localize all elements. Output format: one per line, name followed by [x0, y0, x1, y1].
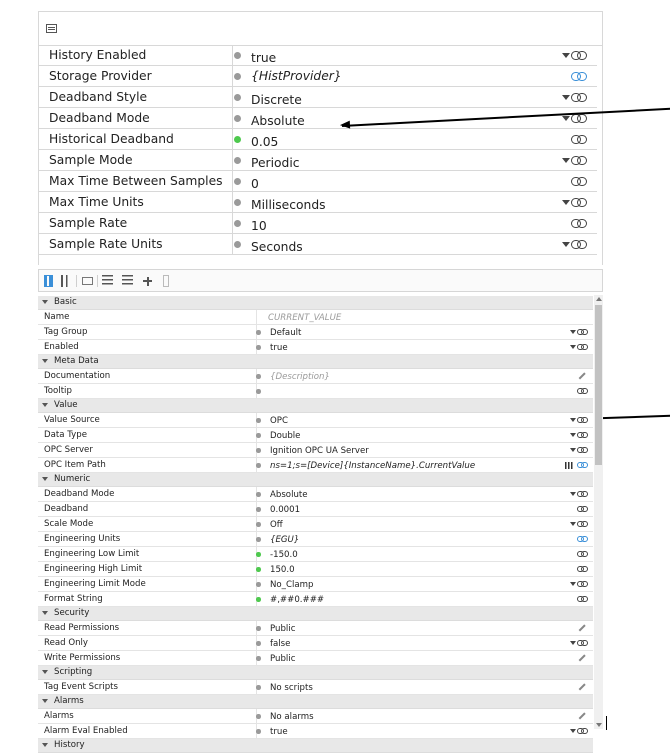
- property-label: Sample Mode: [39, 150, 233, 170]
- binding-status-dot: [256, 433, 261, 438]
- row-actions: [578, 624, 588, 632]
- tag-property-deadband[interactable]: [38, 502, 593, 517]
- row-actions: [570, 639, 588, 647]
- row-actions: [578, 372, 588, 380]
- category-header-history[interactable]: History: [38, 739, 593, 753]
- binding-link-icon[interactable]: [577, 344, 588, 350]
- property-value[interactable]: 10: [251, 219, 267, 233]
- binding-status-dot: [256, 656, 261, 661]
- property-value[interactable]: #,##0.###: [270, 595, 325, 605]
- property-label: Data Type: [38, 428, 257, 442]
- property-value[interactable]: 150.0: [270, 565, 295, 575]
- property-value[interactable]: Ignition OPC UA Server: [270, 446, 369, 456]
- category-header-scripting[interactable]: Scripting: [38, 666, 593, 680]
- toolbar-separator: [97, 275, 98, 287]
- dropdown-caret-icon[interactable]: [570, 492, 576, 496]
- row-actions: [565, 461, 588, 469]
- text-cursor: [606, 716, 607, 730]
- property-value[interactable]: Default: [270, 328, 302, 338]
- history-properties-panel: [38, 11, 603, 265]
- tag-editor-toolbar: [38, 269, 603, 292]
- category-header-security[interactable]: Security: [38, 607, 593, 621]
- tag-property-opc-item-path[interactable]: [38, 458, 593, 473]
- property-label: Engineering Limit Mode: [38, 577, 257, 591]
- property-label: History Enabled: [39, 45, 233, 65]
- tag-property-value-source[interactable]: [38, 413, 593, 428]
- property-value[interactable]: Discrete: [251, 93, 302, 107]
- binding-status-dot: [256, 582, 261, 587]
- binding-status-dot: [234, 73, 241, 80]
- binding-status-dot: [234, 136, 241, 143]
- binding-link-icon[interactable]: [577, 640, 588, 646]
- binding-link-icon[interactable]: [571, 114, 587, 123]
- edit-pencil-icon[interactable]: [579, 373, 586, 380]
- property-value[interactable]: Absolute: [270, 490, 308, 500]
- property-value[interactable]: Milliseconds: [251, 198, 326, 212]
- binding-status-dot: [256, 641, 261, 646]
- property-value[interactable]: Periodic: [251, 156, 300, 170]
- category-header-numeric[interactable]: Numeric: [38, 473, 593, 487]
- property-row-sample-mode[interactable]: [39, 150, 597, 171]
- scrollbar-thumb[interactable]: [595, 305, 602, 465]
- dropdown-caret-icon[interactable]: [570, 729, 576, 733]
- tag-property-read-permissions[interactable]: [38, 621, 593, 636]
- edit-pencil-icon[interactable]: [579, 625, 586, 632]
- categorized-view-icon[interactable]: [44, 275, 53, 287]
- binding-status-dot: [234, 199, 241, 206]
- tag-property-tag-event-scripts[interactable]: [38, 680, 593, 695]
- property-label: Deadband Mode: [39, 108, 233, 128]
- tag-property-tag-group[interactable]: [38, 325, 593, 340]
- category-header-alarms[interactable]: Alarms: [38, 695, 593, 709]
- binding-link-icon[interactable]: [577, 447, 588, 453]
- tag-property-tooltip[interactable]: [38, 384, 593, 399]
- property-row-storage-provider[interactable]: [39, 66, 597, 87]
- property-row-max-time-units[interactable]: [39, 192, 597, 213]
- row-actions: [578, 654, 588, 662]
- dropdown-caret-icon[interactable]: [570, 641, 576, 645]
- property-label: Tooltip: [38, 384, 257, 398]
- tag-property-write-permissions[interactable]: [38, 651, 593, 666]
- dropdown-caret-icon[interactable]: [562, 200, 570, 205]
- binding-status-dot: [256, 507, 261, 512]
- property-label: Max Time Units: [39, 192, 233, 212]
- vertical-scrollbar[interactable]: [594, 295, 603, 729]
- binding-status-dot: [234, 52, 241, 59]
- property-value[interactable]: ns=1;s=[Device]{InstanceName}.CurrentValue: [270, 461, 476, 471]
- binding-link-icon[interactable]: [577, 551, 588, 557]
- property-label: Max Time Between Samples: [39, 171, 233, 191]
- row-actions: [571, 70, 587, 82]
- scroll-up-icon[interactable]: [596, 297, 602, 301]
- row-actions: [562, 91, 587, 103]
- property-value[interactable]: Public: [270, 654, 296, 664]
- property-value[interactable]: true: [270, 727, 288, 737]
- binding-link-icon[interactable]: [577, 728, 588, 734]
- property-value[interactable]: {EGU}: [270, 535, 300, 545]
- binding-status-dot: [234, 115, 241, 122]
- tag-property-opc-server[interactable]: [38, 443, 593, 458]
- property-value[interactable]: false: [270, 639, 291, 649]
- binding-status-dot: [256, 330, 261, 335]
- browse-grid-icon[interactable]: [565, 462, 574, 469]
- binding-status-dot: [256, 448, 261, 453]
- binding-link-icon[interactable]: [571, 177, 587, 186]
- row-actions: [570, 446, 588, 454]
- dropdown-caret-icon[interactable]: [570, 522, 576, 526]
- dropdown-caret-icon[interactable]: [562, 116, 570, 121]
- tag-property-documentation[interactable]: [38, 369, 593, 384]
- property-label: Storage Provider: [39, 66, 233, 86]
- sort-icon[interactable]: [61, 275, 70, 287]
- property-row-max-time-between-samples[interactable]: [39, 171, 597, 192]
- binding-link-icon[interactable]: [571, 240, 587, 249]
- property-value[interactable]: true: [251, 51, 277, 65]
- property-row-sample-rate[interactable]: [39, 213, 597, 234]
- binding-link-icon[interactable]: [577, 388, 588, 394]
- property-value[interactable]: 0.0001: [270, 505, 301, 515]
- property-label: Deadband: [38, 502, 257, 516]
- row-actions: [571, 133, 587, 145]
- property-label: Format String: [38, 592, 257, 606]
- dropdown-caret-icon[interactable]: [562, 95, 570, 100]
- tag-property-enabled[interactable]: [38, 340, 593, 355]
- property-value[interactable]: 0: [251, 177, 259, 191]
- dropdown-caret-icon[interactable]: [562, 158, 570, 163]
- property-value[interactable]: Seconds: [251, 240, 303, 254]
- dropdown-caret-icon[interactable]: [570, 345, 576, 349]
- binding-status-dot: [234, 220, 241, 227]
- row-actions: [571, 217, 587, 229]
- binding-link-icon[interactable]: [577, 491, 588, 497]
- edit-pencil-icon[interactable]: [579, 684, 586, 691]
- panel-header: [39, 12, 602, 46]
- property-label: Tag Group: [38, 325, 257, 339]
- property-value[interactable]: Public: [270, 624, 296, 634]
- property-label: Value Source: [38, 413, 257, 427]
- binding-link-icon[interactable]: [577, 329, 588, 335]
- binding-link-icon[interactable]: [577, 581, 588, 587]
- property-value[interactable]: 0.05: [251, 135, 279, 149]
- tag-property-data-type[interactable]: [38, 428, 593, 443]
- property-label: Enabled: [38, 340, 257, 354]
- add-icon[interactable]: [143, 275, 152, 287]
- binding-link-icon[interactable]: [577, 417, 588, 423]
- bound-link-icon[interactable]: [571, 72, 587, 81]
- property-label: Engineering High Limit: [38, 562, 257, 576]
- binding-status-dot: [256, 626, 261, 631]
- bound-link-icon[interactable]: [577, 462, 588, 468]
- property-value[interactable]: true: [270, 343, 288, 353]
- property-label: Sample Rate: [39, 213, 233, 233]
- binding-status-dot: [234, 241, 241, 248]
- dropdown-caret-icon[interactable]: [570, 448, 576, 452]
- property-label: Read Only: [38, 636, 257, 650]
- collapse-all-icon[interactable]: [122, 275, 133, 287]
- dropdown-caret-icon[interactable]: [570, 433, 576, 437]
- binding-status-dot: [256, 463, 261, 468]
- tag-property-read-only[interactable]: [38, 636, 593, 651]
- binding-link-icon[interactable]: [577, 566, 588, 572]
- row-actions: [570, 580, 588, 588]
- row-actions: [578, 683, 588, 691]
- row-actions: [577, 565, 588, 573]
- binding-status-dot: [256, 714, 261, 719]
- row-actions: [570, 328, 588, 336]
- property-value[interactable]: Off: [270, 520, 283, 530]
- edit-pencil-icon[interactable]: [579, 713, 586, 720]
- property-value[interactable]: Absolute: [251, 114, 305, 128]
- binding-status-dot: [234, 157, 241, 164]
- property-label: Write Permissions: [38, 651, 257, 665]
- scroll-down-icon[interactable]: [596, 723, 602, 727]
- row-actions: [577, 505, 588, 513]
- binding-link-icon[interactable]: [577, 506, 588, 512]
- row-actions: [577, 550, 588, 558]
- row-actions: [570, 490, 588, 498]
- binding-status-dot: [256, 418, 261, 423]
- row-actions: [570, 727, 588, 735]
- binding-status-dot: [256, 537, 261, 542]
- binding-link-icon[interactable]: [571, 156, 587, 165]
- binding-status-dot: [234, 178, 241, 185]
- property-label: Tag Event Scripts: [38, 680, 257, 694]
- property-label: Alarms: [38, 709, 257, 723]
- property-value[interactable]: OPC: [270, 416, 288, 426]
- property-label: Read Permissions: [38, 621, 257, 635]
- row-actions: [562, 154, 587, 166]
- tag-property-grid: [38, 296, 593, 753]
- row-actions: [562, 238, 587, 250]
- binding-status-dot: [256, 345, 261, 350]
- property-label: Engineering Units: [38, 532, 257, 546]
- tag-property-engineering-units[interactable]: [38, 532, 593, 547]
- binding-link-icon[interactable]: [571, 198, 587, 207]
- property-label: Scale Mode: [38, 517, 257, 531]
- property-row-historical-deadband[interactable]: [39, 129, 597, 150]
- property-label: OPC Server: [38, 443, 257, 457]
- binding-status-dot: [256, 685, 261, 690]
- row-actions: [570, 416, 588, 424]
- property-value[interactable]: CURRENT_VALUE: [268, 313, 342, 323]
- binding-link-icon[interactable]: [571, 135, 587, 144]
- row-actions: [570, 520, 588, 528]
- property-value[interactable]: -150.0: [270, 550, 298, 560]
- category-header-basic[interactable]: Basic: [38, 296, 593, 310]
- tag-property-format-string[interactable]: [38, 592, 593, 607]
- tag-property-engineering-limit-mode[interactable]: [38, 577, 593, 592]
- property-value[interactable]: No alarms: [270, 712, 314, 722]
- property-value[interactable]: No scripts: [270, 683, 313, 693]
- property-label: Name: [38, 310, 257, 324]
- row-actions: [577, 595, 588, 603]
- binding-link-icon[interactable]: [577, 432, 588, 438]
- binding-status-dot: [256, 597, 261, 602]
- property-row-history-enabled[interactable]: [39, 45, 597, 66]
- binding-status-dot: [256, 729, 261, 734]
- row-actions: [570, 343, 588, 351]
- row-actions: [577, 387, 588, 395]
- category-header-value[interactable]: Value: [38, 399, 593, 413]
- property-value[interactable]: {Description}: [270, 372, 330, 382]
- dropdown-caret-icon[interactable]: [570, 582, 576, 586]
- dropdown-caret-icon[interactable]: [570, 330, 576, 334]
- row-actions: [562, 196, 587, 208]
- row-actions: [562, 49, 587, 61]
- property-label: Documentation: [38, 369, 257, 383]
- binding-status-dot: [256, 522, 261, 527]
- dropdown-caret-icon[interactable]: [562, 53, 570, 58]
- history-property-table: [39, 45, 597, 255]
- table-icon[interactable]: [82, 277, 93, 285]
- tag-property-engineering-high-limit[interactable]: [38, 562, 593, 577]
- toolbar-separator: [76, 275, 77, 287]
- tag-property-name[interactable]: [38, 310, 593, 325]
- row-actions: [578, 712, 588, 720]
- tag-property-scale-mode[interactable]: [38, 517, 593, 532]
- category-header-meta-data[interactable]: Meta Data: [38, 355, 593, 369]
- property-row-deadband-mode[interactable]: [39, 108, 597, 129]
- binding-status-dot: [256, 374, 261, 379]
- tag-editor-panel: [38, 269, 603, 750]
- dropdown-caret-icon[interactable]: [562, 242, 570, 247]
- property-value[interactable]: {HistProvider}: [251, 69, 342, 83]
- tag-property-alarms[interactable]: [38, 709, 593, 724]
- property-label: Engineering Low Limit: [38, 547, 257, 561]
- binding-link-icon[interactable]: [571, 93, 587, 102]
- tag-property-alarm-eval-enabled[interactable]: [38, 724, 593, 739]
- row-actions: [577, 535, 588, 543]
- tag-property-deadband-mode[interactable]: [38, 487, 593, 502]
- binding-status-dot: [256, 389, 261, 394]
- list-icon[interactable]: [46, 24, 57, 33]
- binding-status-dot: [256, 552, 261, 557]
- dropdown-caret-icon[interactable]: [570, 418, 576, 422]
- binding-status-dot: [256, 492, 261, 497]
- binding-link-icon[interactable]: [577, 596, 588, 602]
- row-actions: [570, 431, 588, 439]
- expand-all-icon[interactable]: [102, 275, 113, 287]
- delete-icon[interactable]: [163, 275, 169, 287]
- binding-link-icon[interactable]: [571, 51, 587, 60]
- edit-pencil-icon[interactable]: [579, 655, 586, 662]
- property-label: Deadband Mode: [38, 487, 257, 501]
- property-label: Alarm Eval Enabled: [38, 724, 257, 738]
- property-label: Historical Deadband: [39, 129, 233, 149]
- tag-property-engineering-low-limit[interactable]: [38, 547, 593, 562]
- binding-status-dot: [234, 94, 241, 101]
- property-row-deadband-style[interactable]: [39, 87, 597, 108]
- binding-link-icon[interactable]: [577, 521, 588, 527]
- bound-link-icon[interactable]: [577, 536, 588, 542]
- property-label: Deadband Style: [39, 87, 233, 107]
- property-row-sample-rate-units[interactable]: [39, 234, 597, 255]
- property-value[interactable]: No_Clamp: [270, 580, 314, 590]
- binding-link-icon[interactable]: [571, 219, 587, 228]
- row-actions: [571, 175, 587, 187]
- property-label: Sample Rate Units: [39, 234, 233, 254]
- property-label: OPC Item Path: [38, 458, 257, 472]
- property-value[interactable]: Double: [270, 431, 301, 441]
- binding-status-dot: [256, 567, 261, 572]
